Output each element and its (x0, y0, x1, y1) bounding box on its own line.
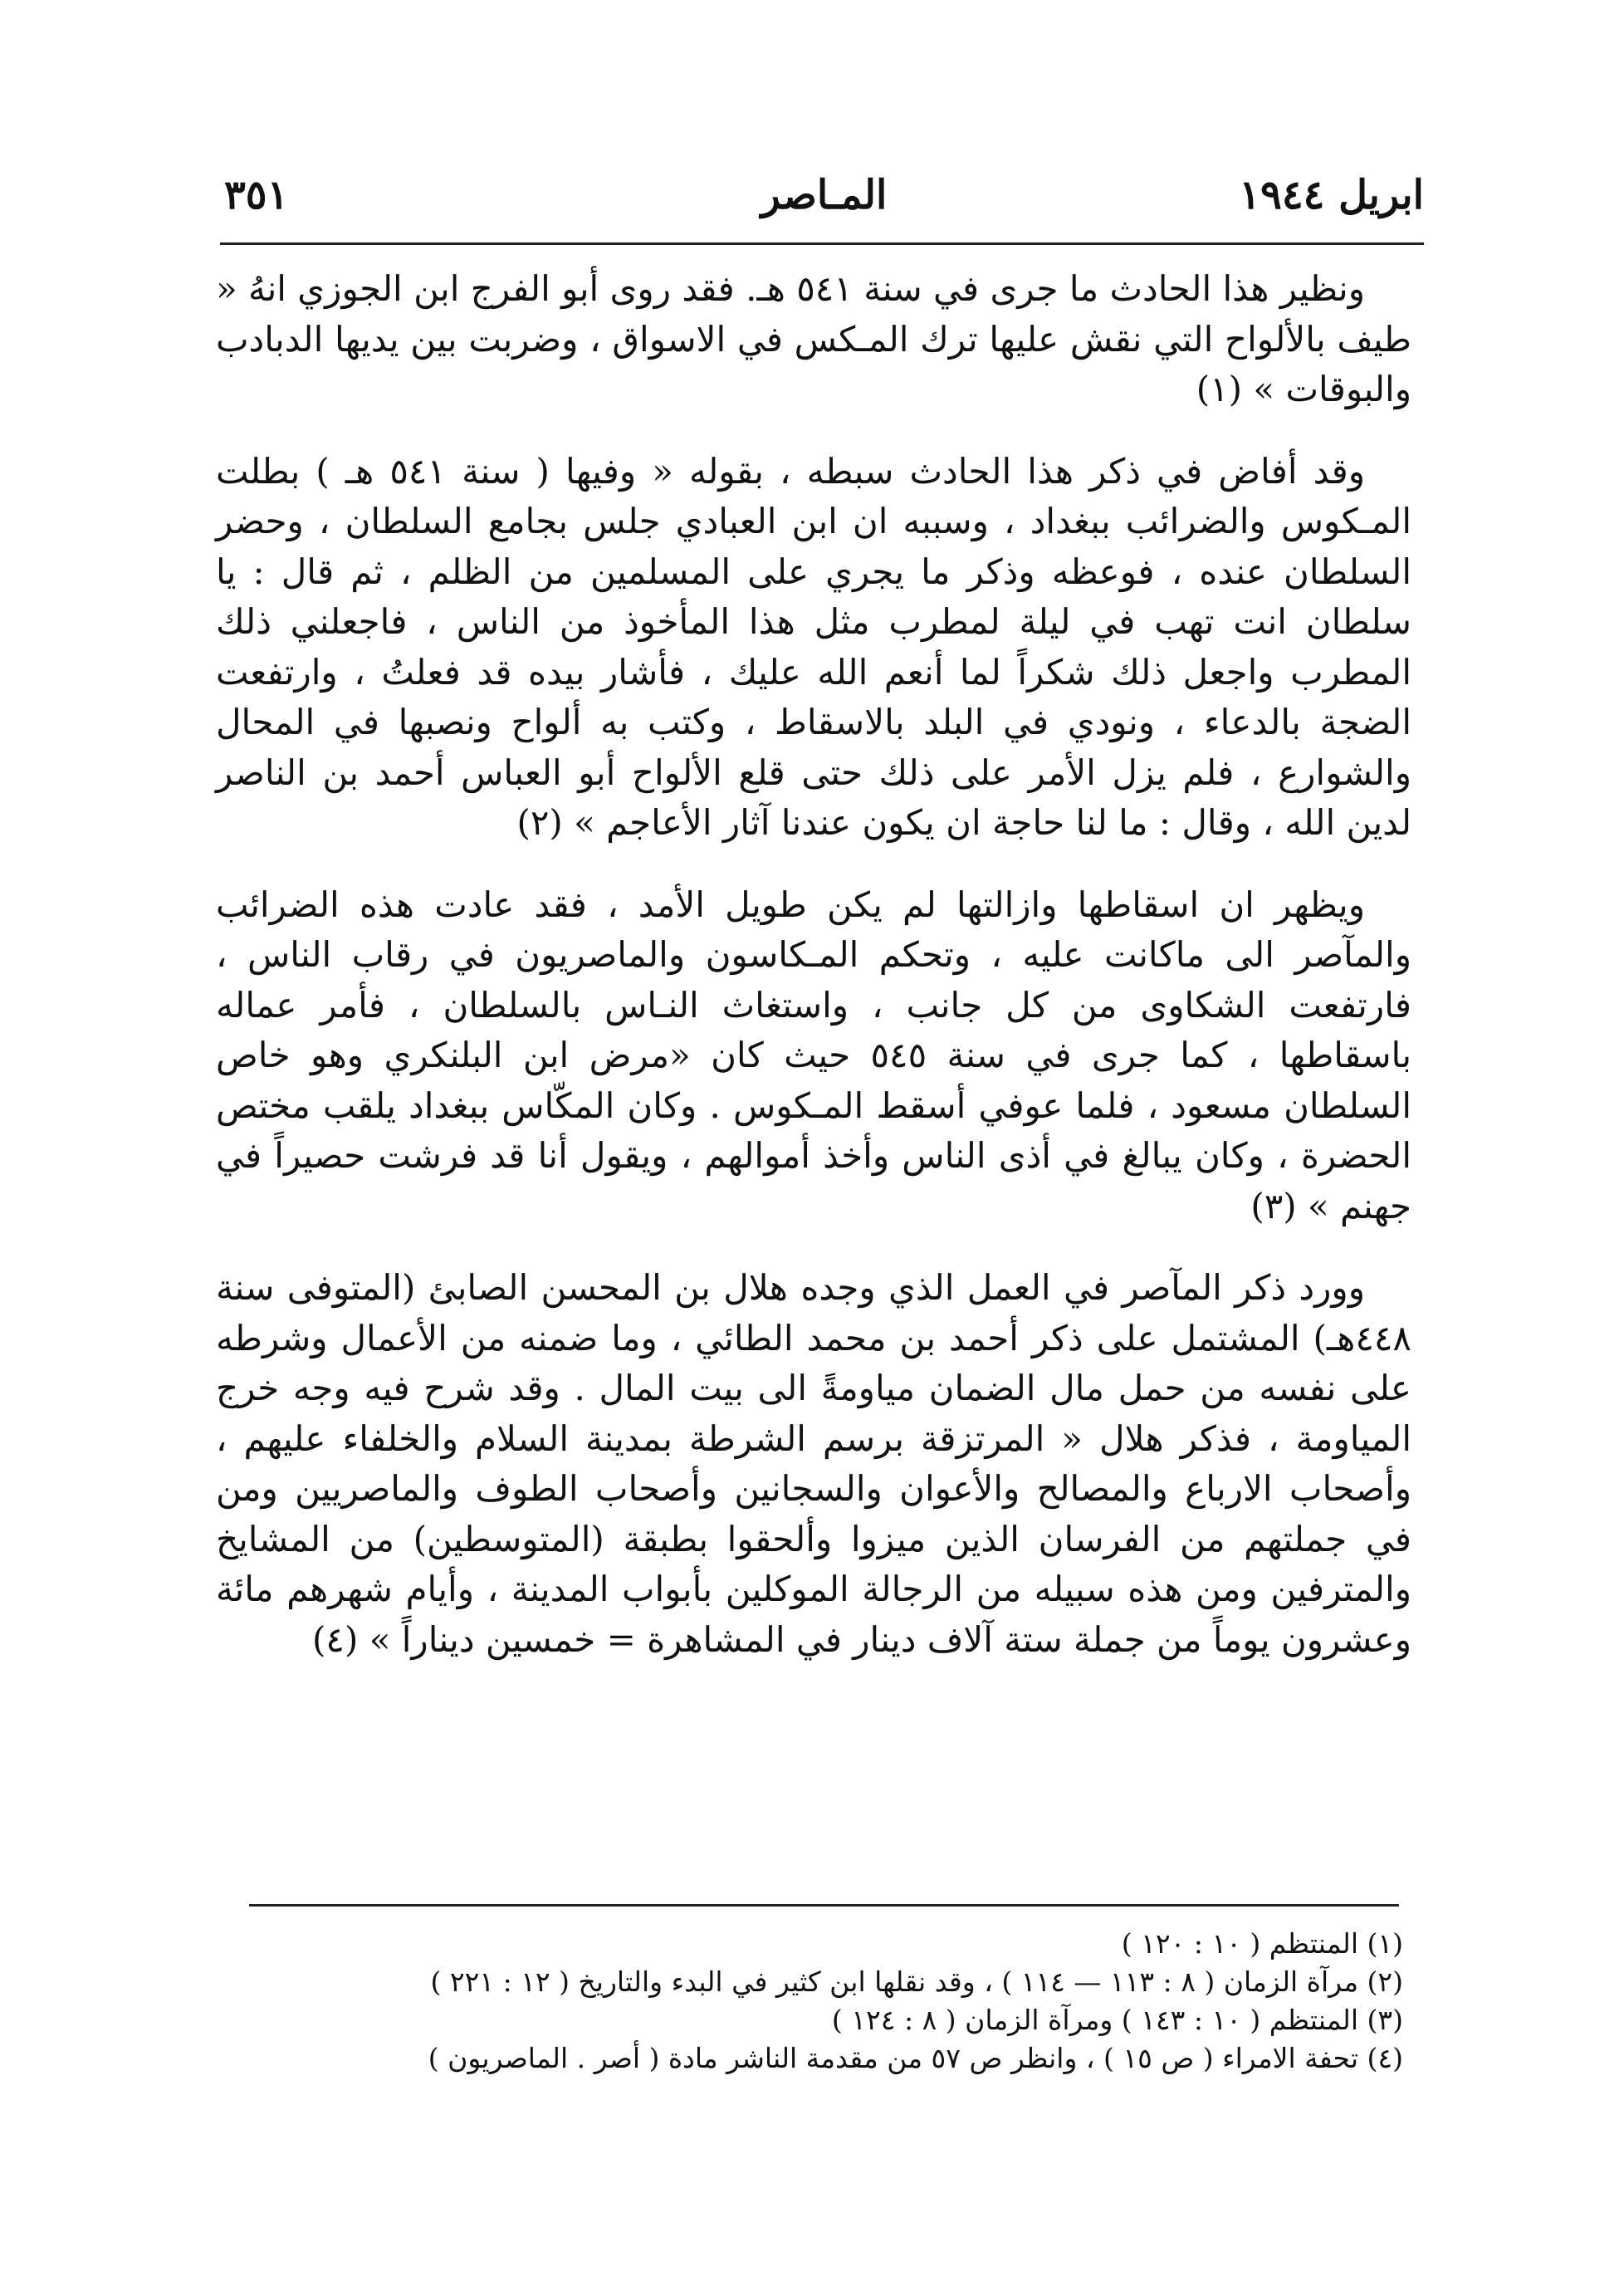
paragraph: ونظير هذا الحادث ما جرى في سنة ٥٤١ هـ. فقد روى أبو الفرج ابن الجوزي انهُ « طيف بالألواح التي نقش عليها ترك المـكس في الاسواق ، وضربت بين يديها الدبادب والبوقات » (١) (216, 268, 1411, 409)
footnote-item: (٣) المنتظم ( ١٠ : ١٤٣ ) ومرآة الزمان ( ٨ : ١٢٤ ) (831, 2004, 1403, 2036)
footnote-item: (٢) مرآة الزمان ( ٨ : ١١٣ — ١١٤ ) ، وقد نقلها ابن كثير في البدء والتاريخ ( ١٢ : ٢٢١ ) (430, 1965, 1403, 1998)
header-page-number: ٣٥١ (224, 172, 289, 218)
paragraph: ويظهر ان اسقاطها وازالتها لم يكن طويل الأمد ، فقد عادت هذه الضرائب والمآصر الى ماكانت عليه ، وتحكم المـكاسون والماصريون في رقاب الناس ، فارتفعت الشكاوى من كل جانب ، واستغاث النـاس بالسلطان ، فأمر عماله باسقاطها ، كما جرى في سنة ٥٤٥ حيث كان «مرض ابن البلنكري وهو خاص السلطان مسعود ، فلما عوفي أسقط المـكوس . وكان المكّاس ببغداد يلقب مختص الحضرة ، وكان يبالغ في أذى الناس وأخذ أموالهم ، ويقول أنا قد فرشت حصيراً في جهنم » (٣) (216, 884, 1412, 1226)
header-date: ابريل ١٩٤٤ (1239, 172, 1424, 218)
paragraph: وقد أفاض في ذكر هذا الحادث سبطه ، بقوله « وفيها ( سنة ٥٤١ هـ ) بطلت المـكوس والضرائب ببغداد ، وسببه ان ابن العبادي جلس بجامع السلطان ، وحضر السلطان عنده ، فوعظه وذكر ما يجري على المسلمين من الظلم ، ثم قال : يا سلطان انت تهب في ليلة لمطرب مثل هذا المأخوذ من الناس ، فاجعلني ذلك المطرب واجعل ذلك شكراً لما أنعم الله عليك ، فأشار بيده قد فعلتُ ، وارتفعت الضجة بالدعاء ، ونودي في البلد بالاسقاط ، وكتب به ألواح ونصبها في المحال والشوارع ، فلم يزل الأمر على ذلك حتى قلع الألواح أبو العباس أحمد بن الناصر لدين الله ، وقال : ما لنا حاجة ان يكون عندنا آثار الأعاجم » (٢) (216, 450, 1411, 843)
footnote-item: (١) المنتظم ( ١٠ : ١٢٠ ) (1121, 1927, 1403, 1960)
footnotes (216, 1925, 1403, 2078)
footnote-divider (249, 1904, 1399, 1907)
footnote-item: (٤) تحفة الامراء ( ص ١٥ ) ، وانظر ص ٥٧ من مقدمة الناشر مادة ( أصر . الماصريون ) (428, 2042, 1403, 2074)
article-body (216, 264, 1411, 1665)
running-header (224, 166, 1424, 224)
header-divider (220, 242, 1424, 245)
paragraph: وورد ذكر المآصر في العمل الذي وجده هلال بن المحسن الصابئ (المتوفى سنة ٤٤٨هـ) المشتمل على ذكر أحمد بن محمد الطائي ، وما ضمنه من الأعمال وشرطه على نفسه من حمل مال الضمان مياومةً الى بيت المال . وقد شرح فيه وجه خرج المياومة ، فذكر هلال « المرتزقة برسم الشرطة بمدينة السلام والخلفاء عليهم ، وأصحاب الارباع والمصالح والأعوان والسجانين وأصحاب الطوف والماصريين ومن في جملتهم من الفرسان الذين ميزوا وألحقوا بطبقة (المتوسطين) من المشايخ والمترفين ومن هذه سبيله من الرجالة الموكلين بأبواب المدينة ، وأيام شهرهم مائة وعشرون يوماً من جملة ستة آلاف دينار في المشاهرة = خمسين ديناراً » (٤) (216, 1267, 1411, 1660)
header-journal-title: المـاصر (761, 172, 888, 218)
